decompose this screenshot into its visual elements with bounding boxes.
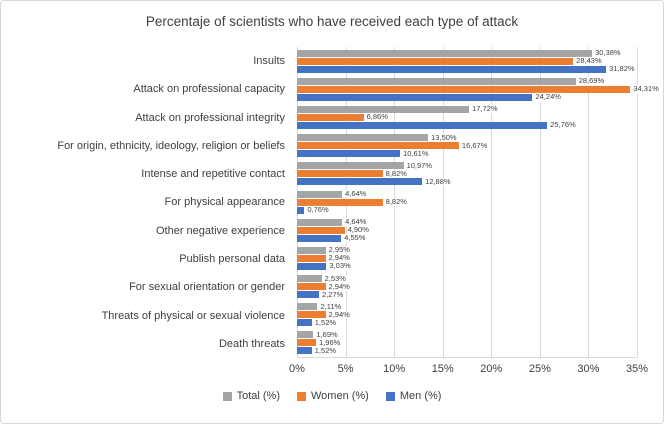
- x-tick-label: 20%: [480, 363, 503, 375]
- bar-total: [297, 76, 605, 86]
- value-label: 31,82%: [609, 63, 635, 73]
- plot-area: [297, 47, 659, 358]
- bar-groups: [297, 47, 659, 357]
- legend-swatch-icon: [223, 392, 232, 401]
- legend-item-men: [386, 390, 442, 402]
- value-label: 1,96%: [319, 337, 341, 347]
- legend-item-women: [297, 390, 369, 402]
- value-label: 2,27%: [322, 289, 344, 299]
- bar-total: [297, 245, 350, 255]
- bar-women: [297, 225, 369, 235]
- bar-group: [297, 75, 659, 103]
- legend-item-total: [223, 390, 280, 402]
- bar-men: [297, 317, 337, 327]
- x-tick-label: 0%: [289, 363, 305, 375]
- category-label: Intense and repetitive contact: [141, 168, 285, 181]
- bar-group: [297, 160, 637, 188]
- bar-men: [297, 63, 635, 73]
- legend-swatch-icon: [297, 392, 306, 401]
- value-label: 34,31%: [633, 84, 659, 94]
- value-label: 12,88%: [425, 176, 451, 186]
- x-tick-label: 25%: [528, 363, 551, 375]
- gridline: [637, 47, 638, 357]
- value-label: 10,61%: [403, 148, 429, 158]
- bar-women: [297, 337, 341, 347]
- value-label: 1,69%: [316, 329, 338, 339]
- value-label: 2,94%: [328, 309, 350, 319]
- bar-women: [297, 84, 659, 94]
- value-label: 16,67%: [461, 140, 488, 150]
- bar-men: [297, 204, 329, 214]
- value-label: 2,94%: [328, 253, 350, 263]
- value-label: 4,55%: [344, 233, 366, 243]
- value-label: 3,03%: [329, 261, 351, 271]
- category-label: For physical appearance: [164, 196, 285, 209]
- bar-total: [297, 273, 346, 283]
- category-label: Death threats: [218, 337, 285, 350]
- x-tick-label: 15%: [431, 363, 454, 375]
- value-label: 28,43%: [576, 55, 602, 65]
- legend-label: Men (%): [399, 390, 442, 402]
- value-label: 10,97%: [406, 160, 432, 170]
- value-label: 28,69%: [578, 76, 605, 86]
- category-label: Insults: [253, 55, 285, 68]
- bar-group: [297, 216, 637, 244]
- category-label: Attack on professional integrity: [135, 111, 285, 124]
- bar-group: [297, 301, 637, 329]
- bar-men: [297, 289, 344, 299]
- x-tick-label: 30%: [577, 363, 600, 375]
- chart-title: Percentaje of scientists who have received each type of attack: [145, 14, 519, 29]
- bar-men: [297, 148, 429, 158]
- bar-total: [297, 301, 342, 311]
- category-label: Attack on professional capacity: [133, 83, 285, 96]
- legend: [1, 390, 663, 402]
- value-label: 13,50%: [431, 132, 457, 142]
- bar-group: [297, 273, 637, 301]
- bar-men: [297, 176, 451, 186]
- value-label: 17,72%: [472, 104, 498, 114]
- category-label: For sexual orientation or gender: [129, 281, 285, 294]
- bar-group: [297, 132, 637, 160]
- bar-women: [297, 55, 602, 65]
- bar-women: [297, 253, 350, 263]
- bar-men: [297, 233, 366, 243]
- bar-total: [297, 188, 367, 198]
- x-tick-label: 35%: [625, 363, 649, 375]
- bar-men: [297, 92, 561, 102]
- category-label: Publish personal data: [179, 252, 285, 265]
- value-label: 2,94%: [328, 281, 350, 291]
- value-label: 24,24%: [535, 92, 561, 102]
- bar-total: [297, 132, 457, 142]
- value-label: 0,76%: [307, 204, 329, 214]
- category-label: Threats of physical or sexual violence: [101, 309, 285, 322]
- bar-group: [297, 329, 637, 357]
- x-tick-label: 10%: [383, 363, 406, 375]
- value-label: 25,76%: [550, 120, 576, 130]
- bar-group: [297, 244, 637, 272]
- value-label: 4,90%: [347, 225, 369, 235]
- value-label: 2,95%: [328, 245, 350, 255]
- bar-men: [297, 120, 576, 130]
- bar-group: [297, 103, 637, 131]
- bar-men: [297, 261, 351, 271]
- x-axis: [289, 363, 649, 377]
- value-label: 8,82%: [385, 168, 407, 178]
- bar-group: [297, 47, 637, 75]
- legend-swatch-icon: [386, 392, 395, 401]
- legend-label: Total (%): [236, 390, 280, 402]
- value-label: 8,82%: [385, 196, 407, 206]
- category-axis: [7, 47, 291, 358]
- value-label: 1,52%: [314, 317, 337, 327]
- value-label: 30,38%: [595, 47, 621, 57]
- value-label: 4,64%: [345, 188, 367, 198]
- bar-men: [297, 345, 337, 355]
- value-label: 2,11%: [320, 301, 342, 311]
- value-label: 1,52%: [314, 345, 337, 355]
- value-label: 6,86%: [366, 112, 388, 122]
- bar-women: [297, 168, 407, 178]
- bar-total: [297, 47, 621, 57]
- bar-women: [297, 140, 488, 150]
- legend-label: Women (%): [310, 390, 369, 402]
- value-label: 4,64%: [345, 217, 367, 227]
- category-label: For origin, ethnicity, ideology, religion or beliefs: [57, 139, 285, 152]
- bar-group: [297, 188, 637, 216]
- bar-total: [297, 217, 367, 227]
- bar-women: [297, 112, 388, 122]
- value-label: 2,53%: [324, 273, 346, 283]
- bar-total: [297, 329, 338, 339]
- x-tick-label: 5%: [337, 363, 354, 375]
- category-label: Other negative experience: [155, 224, 285, 237]
